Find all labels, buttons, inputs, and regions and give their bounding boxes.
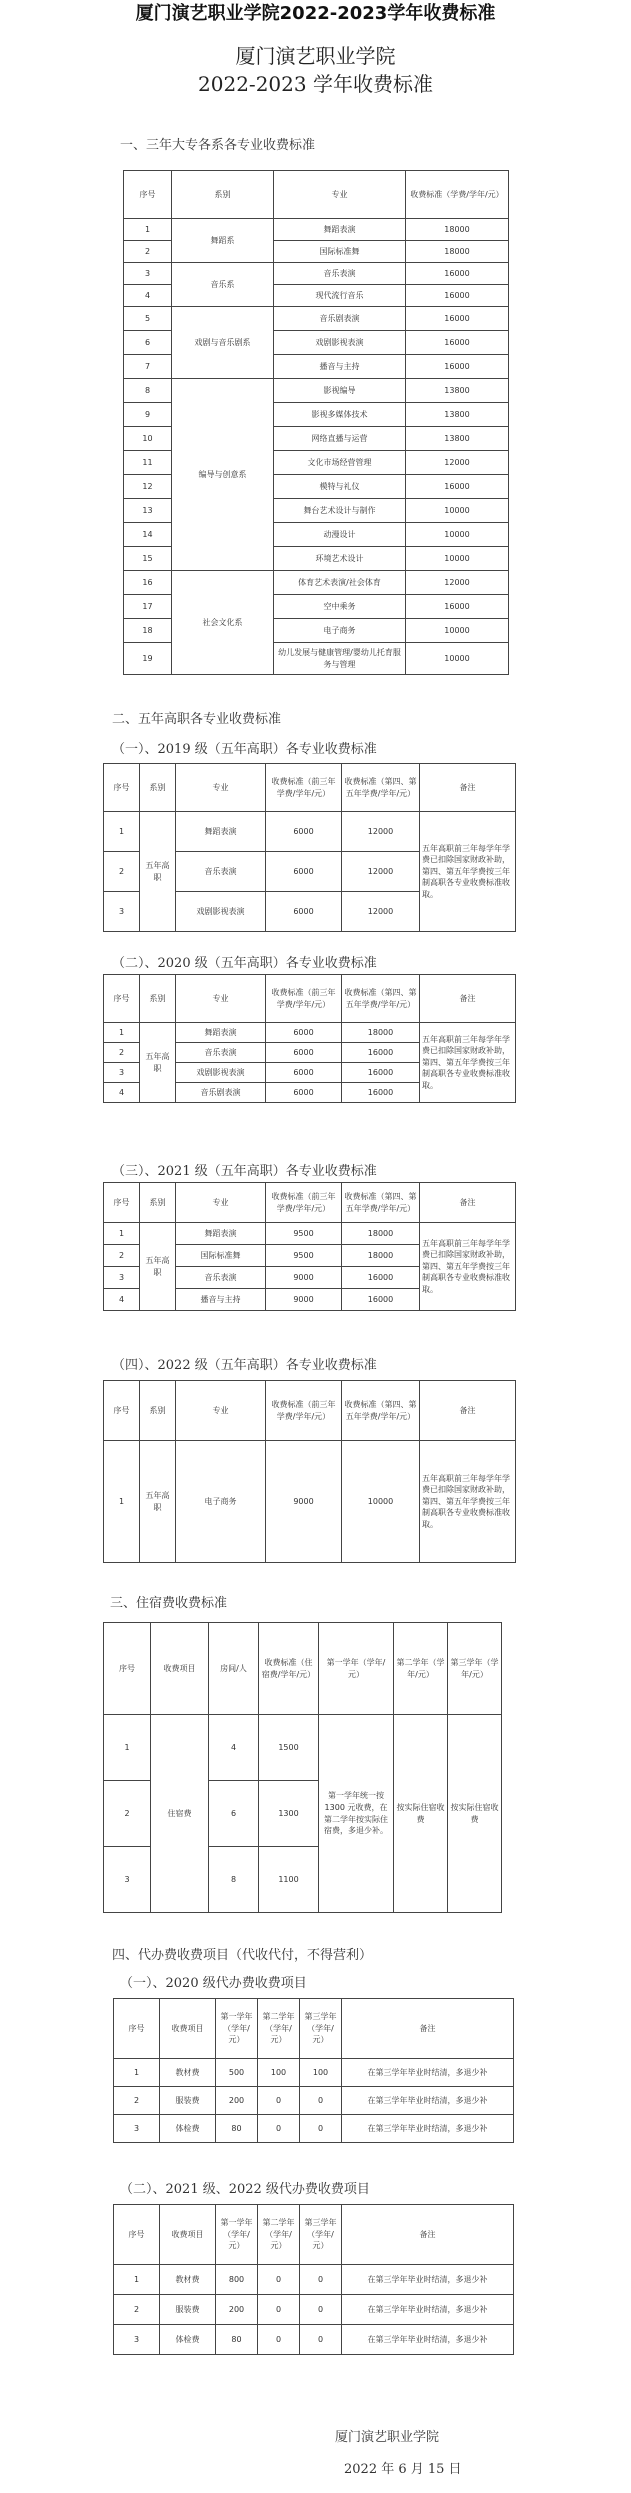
col-header: 第二学年（学年/元） xyxy=(394,1623,448,1715)
note-cell: 在第三学年毕业时结清，多退少补 xyxy=(342,2265,514,2295)
row-number: 3 xyxy=(104,1267,140,1289)
fee-cell: 200 xyxy=(216,2295,258,2325)
fee-cell: 9000 xyxy=(266,1267,342,1289)
col-header: 系别 xyxy=(140,975,176,1023)
major-cell: 音乐表演 xyxy=(176,1267,266,1289)
fee-cell: 13800 xyxy=(406,379,509,403)
subsection-2020-title: （二）、2020 级（五年高职）各专业收费标准 xyxy=(112,956,377,971)
table-accommodation xyxy=(103,1622,502,1913)
major-cell: 电子商务 xyxy=(274,619,406,643)
row-number: 3 xyxy=(114,2115,160,2143)
major-cell: 动漫设计 xyxy=(274,523,406,547)
fee-cell: 16000 xyxy=(406,355,509,379)
col-header: 收费项目 xyxy=(160,2205,216,2265)
row-number: 1 xyxy=(124,219,172,241)
dept-cell: 社会文化系 xyxy=(172,571,274,675)
col-header: 第二学年（学年/元） xyxy=(258,1999,300,2059)
item-cell: 教材费 xyxy=(160,2059,216,2087)
major-cell: 戏剧影视表演 xyxy=(176,1063,266,1083)
fee-cell: 13800 xyxy=(406,403,509,427)
col-header: 专业 xyxy=(176,764,266,812)
row-number: 6 xyxy=(124,331,172,355)
major-cell: 幼儿发展与健康管理/婴幼儿托育服务与管理 xyxy=(274,643,406,675)
subsection-2021-title: （三）、2021 级（五年高职）各专业收费标准 xyxy=(112,1164,377,1179)
col-header: 备注 xyxy=(342,2205,514,2265)
note-cell: 在第三学年毕业时结清，多退少补 xyxy=(342,2087,514,2115)
table-2021 xyxy=(103,1182,516,1311)
fee-cell: 100 xyxy=(258,2059,300,2087)
row-number: 3 xyxy=(114,2325,160,2355)
fee-cell: 10000 xyxy=(406,547,509,571)
col-header: 第一学年（学年/元） xyxy=(216,1999,258,2059)
row-number: 3 xyxy=(104,892,140,932)
fee-cell: 12000 xyxy=(406,571,509,595)
fee-cell: 80 xyxy=(216,2115,258,2143)
fee-cell: 6000 xyxy=(266,1083,342,1103)
item-cell: 教材费 xyxy=(160,2265,216,2295)
col-header: 专业 xyxy=(176,975,266,1023)
row-number: 9 xyxy=(124,403,172,427)
row-number: 1 xyxy=(104,812,140,852)
fee-cell: 0 xyxy=(300,2295,342,2325)
col-header: 备注 xyxy=(420,1381,516,1441)
row-number: 1 xyxy=(104,1715,151,1781)
fee-cell: 16000 xyxy=(406,331,509,355)
row-number: 2 xyxy=(124,241,172,263)
fee-cell: 10000 xyxy=(406,643,509,675)
item-cell: 体检费 xyxy=(160,2115,216,2143)
fee-cell: 0 xyxy=(258,2325,300,2355)
fee-cell: 9500 xyxy=(266,1245,342,1267)
major-cell: 影视多媒体技术 xyxy=(274,403,406,427)
row-number: 12 xyxy=(124,475,172,499)
col-header: 备注 xyxy=(342,1999,514,2059)
row-number: 7 xyxy=(124,355,172,379)
item-cell: 住宿费 xyxy=(151,1715,209,1913)
col-header: 专业 xyxy=(176,1183,266,1223)
row-number: 5 xyxy=(124,307,172,331)
fee-cell: 18000 xyxy=(342,1223,420,1245)
row-number: 17 xyxy=(124,595,172,619)
fee-cell: 6000 xyxy=(266,1023,342,1043)
row-number: 8 xyxy=(124,379,172,403)
fee-cell: 9500 xyxy=(266,1223,342,1245)
fee-cell: 10000 xyxy=(406,619,509,643)
fee-cell: 1300 xyxy=(259,1781,319,1847)
row-number: 2 xyxy=(114,2087,160,2115)
major-cell: 环境艺术设计 xyxy=(274,547,406,571)
row-number: 11 xyxy=(124,451,172,475)
section-2-title: 二、五年高职各专业收费标准 xyxy=(112,712,282,727)
footer-date: 2022 年 6 月 15 日 xyxy=(344,2462,462,2477)
dept-cell: 舞蹈系 xyxy=(172,219,274,263)
major-cell: 舞蹈表演 xyxy=(176,1223,266,1245)
col-header: 收费标准（住宿费/学年/元） xyxy=(259,1623,319,1715)
fee-cell: 18000 xyxy=(406,219,509,241)
col-header: 第一学年（学年/元） xyxy=(319,1623,394,1715)
col-header: 收费项目 xyxy=(160,1999,216,2059)
school-name: 厦门演艺职业学院 xyxy=(235,44,396,68)
note-cell: 五年高职前三年每学年学费已扣除国家财政补助，第四、第五年学费按三年制高职各专业收费标准收取。 xyxy=(420,1023,516,1103)
row-number: 4 xyxy=(124,285,172,307)
fee-cell: 16000 xyxy=(406,595,509,619)
row-number: 2 xyxy=(104,852,140,892)
col-header: 收费项目 xyxy=(151,1623,209,1715)
major-cell: 音乐剧表演 xyxy=(176,1083,266,1103)
subsection-2020-fees-title: （一）、2020 级代办费收费项目 xyxy=(120,1976,307,1991)
fee-cell: 6000 xyxy=(266,1063,342,1083)
row-number: 16 xyxy=(124,571,172,595)
major-cell: 音乐剧表演 xyxy=(274,307,406,331)
col-header: 收费标准（第四、第五年学费/学年/元） xyxy=(342,764,420,812)
table-2020 xyxy=(103,974,516,1103)
major-cell: 舞蹈表演 xyxy=(176,1023,266,1043)
fee-cell: 16000 xyxy=(342,1043,420,1063)
fee-cell: 16000 xyxy=(342,1267,420,1289)
dept-cell: 编导与创意系 xyxy=(172,379,274,571)
major-cell: 舞蹈表演 xyxy=(176,812,266,852)
fee-cell: 18000 xyxy=(342,1245,420,1267)
col-header: 系别 xyxy=(140,1381,176,1441)
major-cell: 国际标准舞 xyxy=(176,1245,266,1267)
fee-cell: 9000 xyxy=(266,1289,342,1311)
fee-cell: 16000 xyxy=(406,263,509,285)
row-number: 19 xyxy=(124,643,172,675)
page-title: 2022-2023 学年收费标准 xyxy=(198,72,433,96)
col-header: 序号 xyxy=(104,764,140,812)
table-2022 xyxy=(103,1380,516,1563)
fee-cell: 18000 xyxy=(406,241,509,263)
table-2019 xyxy=(103,763,516,932)
row-number: 1 xyxy=(104,1223,140,1245)
fee-cell: 0 xyxy=(300,2325,342,2355)
major-cell: 舞蹈表演 xyxy=(274,219,406,241)
fee-cell: 12000 xyxy=(342,892,420,932)
section-3-title: 三、住宿费收费标准 xyxy=(110,1596,228,1611)
col-header: 备注 xyxy=(420,1183,516,1223)
row-number: 1 xyxy=(114,2059,160,2087)
fee-cell: 16000 xyxy=(406,475,509,499)
row-number: 4 xyxy=(104,1083,140,1103)
major-cell: 戏剧影视表演 xyxy=(274,331,406,355)
col-header: 序号 xyxy=(104,1183,140,1223)
col-header: 备注 xyxy=(420,975,516,1023)
col-header: 序号 xyxy=(104,1381,140,1441)
section-1-title: 一、三年大专各系各专业收费标准 xyxy=(120,138,316,153)
fee-cell: 16000 xyxy=(342,1063,420,1083)
col-header: 收费标准（学费/学年/元） xyxy=(406,171,509,219)
major-cell: 影视编导 xyxy=(274,379,406,403)
major-cell: 文化市场经营管理 xyxy=(274,451,406,475)
note-cell: 五年高职前三年每学年学费已扣除国家财政补助，第四、第五年学费按三年制高职各专业收费标准收取。 xyxy=(420,812,516,932)
dept-cell: 五年高职 xyxy=(140,1223,176,1311)
row-number: 2 xyxy=(104,1781,151,1847)
third-year-cell: 按实际住宿收费 xyxy=(448,1715,502,1913)
fee-cell: 500 xyxy=(216,2059,258,2087)
fee-cell: 100 xyxy=(300,2059,342,2087)
col-header: 系别 xyxy=(140,764,176,812)
col-header: 收费标准（第四、第五年学费/学年/元） xyxy=(342,975,420,1023)
room-cell: 6 xyxy=(209,1781,259,1847)
row-number: 2 xyxy=(104,1245,140,1267)
col-header: 收费标准（第四、第五年学费/学年/元） xyxy=(342,1381,420,1441)
major-cell: 音乐表演 xyxy=(176,852,266,892)
table-agency-2020 xyxy=(113,1998,514,2143)
fee-cell: 16000 xyxy=(406,307,509,331)
fee-cell: 800 xyxy=(216,2265,258,2295)
col-header: 第一学年（学年/元） xyxy=(216,2205,258,2265)
col-header: 收费标准（前三年学费/学年/元） xyxy=(266,1381,342,1441)
fee-cell: 0 xyxy=(300,2265,342,2295)
row-number: 2 xyxy=(104,1043,140,1063)
major-cell: 体育艺术表演/社会体育 xyxy=(274,571,406,595)
table-three-year xyxy=(123,170,509,675)
room-cell: 4 xyxy=(209,1715,259,1781)
fee-cell: 0 xyxy=(300,2115,342,2143)
fee-cell: 0 xyxy=(258,2087,300,2115)
col-header: 序号 xyxy=(114,1999,160,2059)
fee-cell: 1500 xyxy=(259,1715,319,1781)
col-header: 序号 xyxy=(104,975,140,1023)
dept-cell: 五年高职 xyxy=(140,812,176,932)
col-header: 序号 xyxy=(114,2205,160,2265)
fee-cell: 16000 xyxy=(406,285,509,307)
major-cell: 音乐表演 xyxy=(274,263,406,285)
col-header: 第三学年（学年/元） xyxy=(448,1623,502,1715)
major-cell: 播音与主持 xyxy=(274,355,406,379)
col-header: 第三学年（学年/元） xyxy=(300,1999,342,2059)
major-cell: 电子商务 xyxy=(176,1441,266,1563)
note-cell: 在第三学年毕业时结清，多退少补 xyxy=(342,2059,514,2087)
fee-cell: 10000 xyxy=(342,1441,420,1563)
second-year-cell: 按实际住宿收费 xyxy=(394,1715,448,1913)
col-header: 收费标准（前三年学费/学年/元） xyxy=(266,764,342,812)
dept-cell: 五年高职 xyxy=(140,1023,176,1103)
fee-cell: 16000 xyxy=(342,1289,420,1311)
major-cell: 模特与礼仪 xyxy=(274,475,406,499)
col-header: 收费标准（前三年学费/学年/元） xyxy=(266,1183,342,1223)
col-header: 专业 xyxy=(176,1381,266,1441)
subsection-2019-title: （一）、2019 级（五年高职）各专业收费标准 xyxy=(112,742,377,757)
row-number: 1 xyxy=(104,1441,140,1563)
col-header: 备注 xyxy=(420,764,516,812)
fee-cell: 6000 xyxy=(266,852,342,892)
fee-cell: 200 xyxy=(216,2087,258,2115)
row-number: 4 xyxy=(104,1289,140,1311)
fee-cell: 0 xyxy=(300,2087,342,2115)
note-cell: 在第三学年毕业时结清，多退少补 xyxy=(342,2295,514,2325)
row-number: 15 xyxy=(124,547,172,571)
col-header: 收费标准（第四、第五年学费/学年/元） xyxy=(342,1183,420,1223)
fee-cell: 0 xyxy=(258,2265,300,2295)
footer-org: 厦门演艺职业学院 xyxy=(335,2430,440,2445)
col-header: 序号 xyxy=(104,1623,151,1715)
first-year-cell: 第一学年统一按 1300 元收费，在第二学年按实际住宿费，多退少补。 xyxy=(319,1715,394,1913)
note-cell: 五年高职前三年每学年学费已扣除国家财政补助，第四、第五年学费按三年制高职各专业收费标准收取。 xyxy=(420,1223,516,1311)
fee-cell: 13800 xyxy=(406,427,509,451)
fee-cell: 12000 xyxy=(342,812,420,852)
fee-cell: 6000 xyxy=(266,892,342,932)
fee-cell: 6000 xyxy=(266,1043,342,1063)
row-number: 18 xyxy=(124,619,172,643)
banner-title: 厦门演艺职业学院2022-2023学年收费标准 xyxy=(135,3,496,24)
major-cell: 空中乘务 xyxy=(274,595,406,619)
row-number: 3 xyxy=(104,1063,140,1083)
fee-cell: 9000 xyxy=(266,1441,342,1563)
dept-cell: 音乐系 xyxy=(172,263,274,307)
subsection-2022-title: （四）、2022 级（五年高职）各专业收费标准 xyxy=(112,1358,377,1373)
subsection-2021-fees-title: （二）、2021 级、2022 级代办费收费项目 xyxy=(120,2182,370,2197)
fee-cell: 1100 xyxy=(259,1847,319,1913)
fee-cell: 18000 xyxy=(342,1023,420,1043)
dept-cell: 戏剧与音乐剧系 xyxy=(172,307,274,379)
col-header: 专业 xyxy=(274,171,406,219)
row-number: 14 xyxy=(124,523,172,547)
fee-cell: 6000 xyxy=(266,812,342,852)
item-cell: 服装费 xyxy=(160,2087,216,2115)
major-cell: 现代流行音乐 xyxy=(274,285,406,307)
fee-cell: 0 xyxy=(258,2295,300,2325)
table-agency-2021 xyxy=(113,2204,514,2355)
fee-cell: 12000 xyxy=(342,852,420,892)
major-cell: 戏剧影视表演 xyxy=(176,892,266,932)
major-cell: 播音与主持 xyxy=(176,1289,266,1311)
fee-cell: 10000 xyxy=(406,523,509,547)
room-cell: 8 xyxy=(209,1847,259,1913)
fee-cell: 10000 xyxy=(406,499,509,523)
row-number: 3 xyxy=(104,1847,151,1913)
fee-cell: 16000 xyxy=(342,1083,420,1103)
row-number: 1 xyxy=(114,2265,160,2295)
col-header: 房间/人 xyxy=(209,1623,259,1715)
note-cell: 五年高职前三年每学年学费已扣除国家财政补助，第四、第五年学费按三年制高职各专业收费标准收取。 xyxy=(420,1441,516,1563)
fee-cell: 0 xyxy=(258,2115,300,2143)
col-header: 收费标准（前三年学费/学年/元） xyxy=(266,975,342,1023)
section-4-title: 四、代办费收费项目（代收代付，不得营利） xyxy=(112,1948,373,1963)
note-cell: 在第三学年毕业时结清，多退少补 xyxy=(342,2325,514,2355)
row-number: 13 xyxy=(124,499,172,523)
col-header: 序号 xyxy=(124,171,172,219)
major-cell: 音乐表演 xyxy=(176,1043,266,1063)
major-cell: 国际标准舞 xyxy=(274,241,406,263)
dept-cell: 五年高职 xyxy=(140,1441,176,1563)
item-cell: 服装费 xyxy=(160,2295,216,2325)
col-header: 系别 xyxy=(172,171,274,219)
note-cell: 在第三学年毕业时结清，多退少补 xyxy=(342,2115,514,2143)
row-number: 10 xyxy=(124,427,172,451)
item-cell: 体检费 xyxy=(160,2325,216,2355)
col-header: 第三学年（学年/元） xyxy=(300,2205,342,2265)
col-header: 第二学年（学年/元） xyxy=(258,2205,300,2265)
fee-cell: 12000 xyxy=(406,451,509,475)
row-number: 3 xyxy=(124,263,172,285)
fee-cell: 80 xyxy=(216,2325,258,2355)
col-header: 系别 xyxy=(140,1183,176,1223)
row-number: 2 xyxy=(114,2295,160,2325)
major-cell: 网络直播与运营 xyxy=(274,427,406,451)
row-number: 1 xyxy=(104,1023,140,1043)
major-cell: 舞台艺术设计与制作 xyxy=(274,499,406,523)
